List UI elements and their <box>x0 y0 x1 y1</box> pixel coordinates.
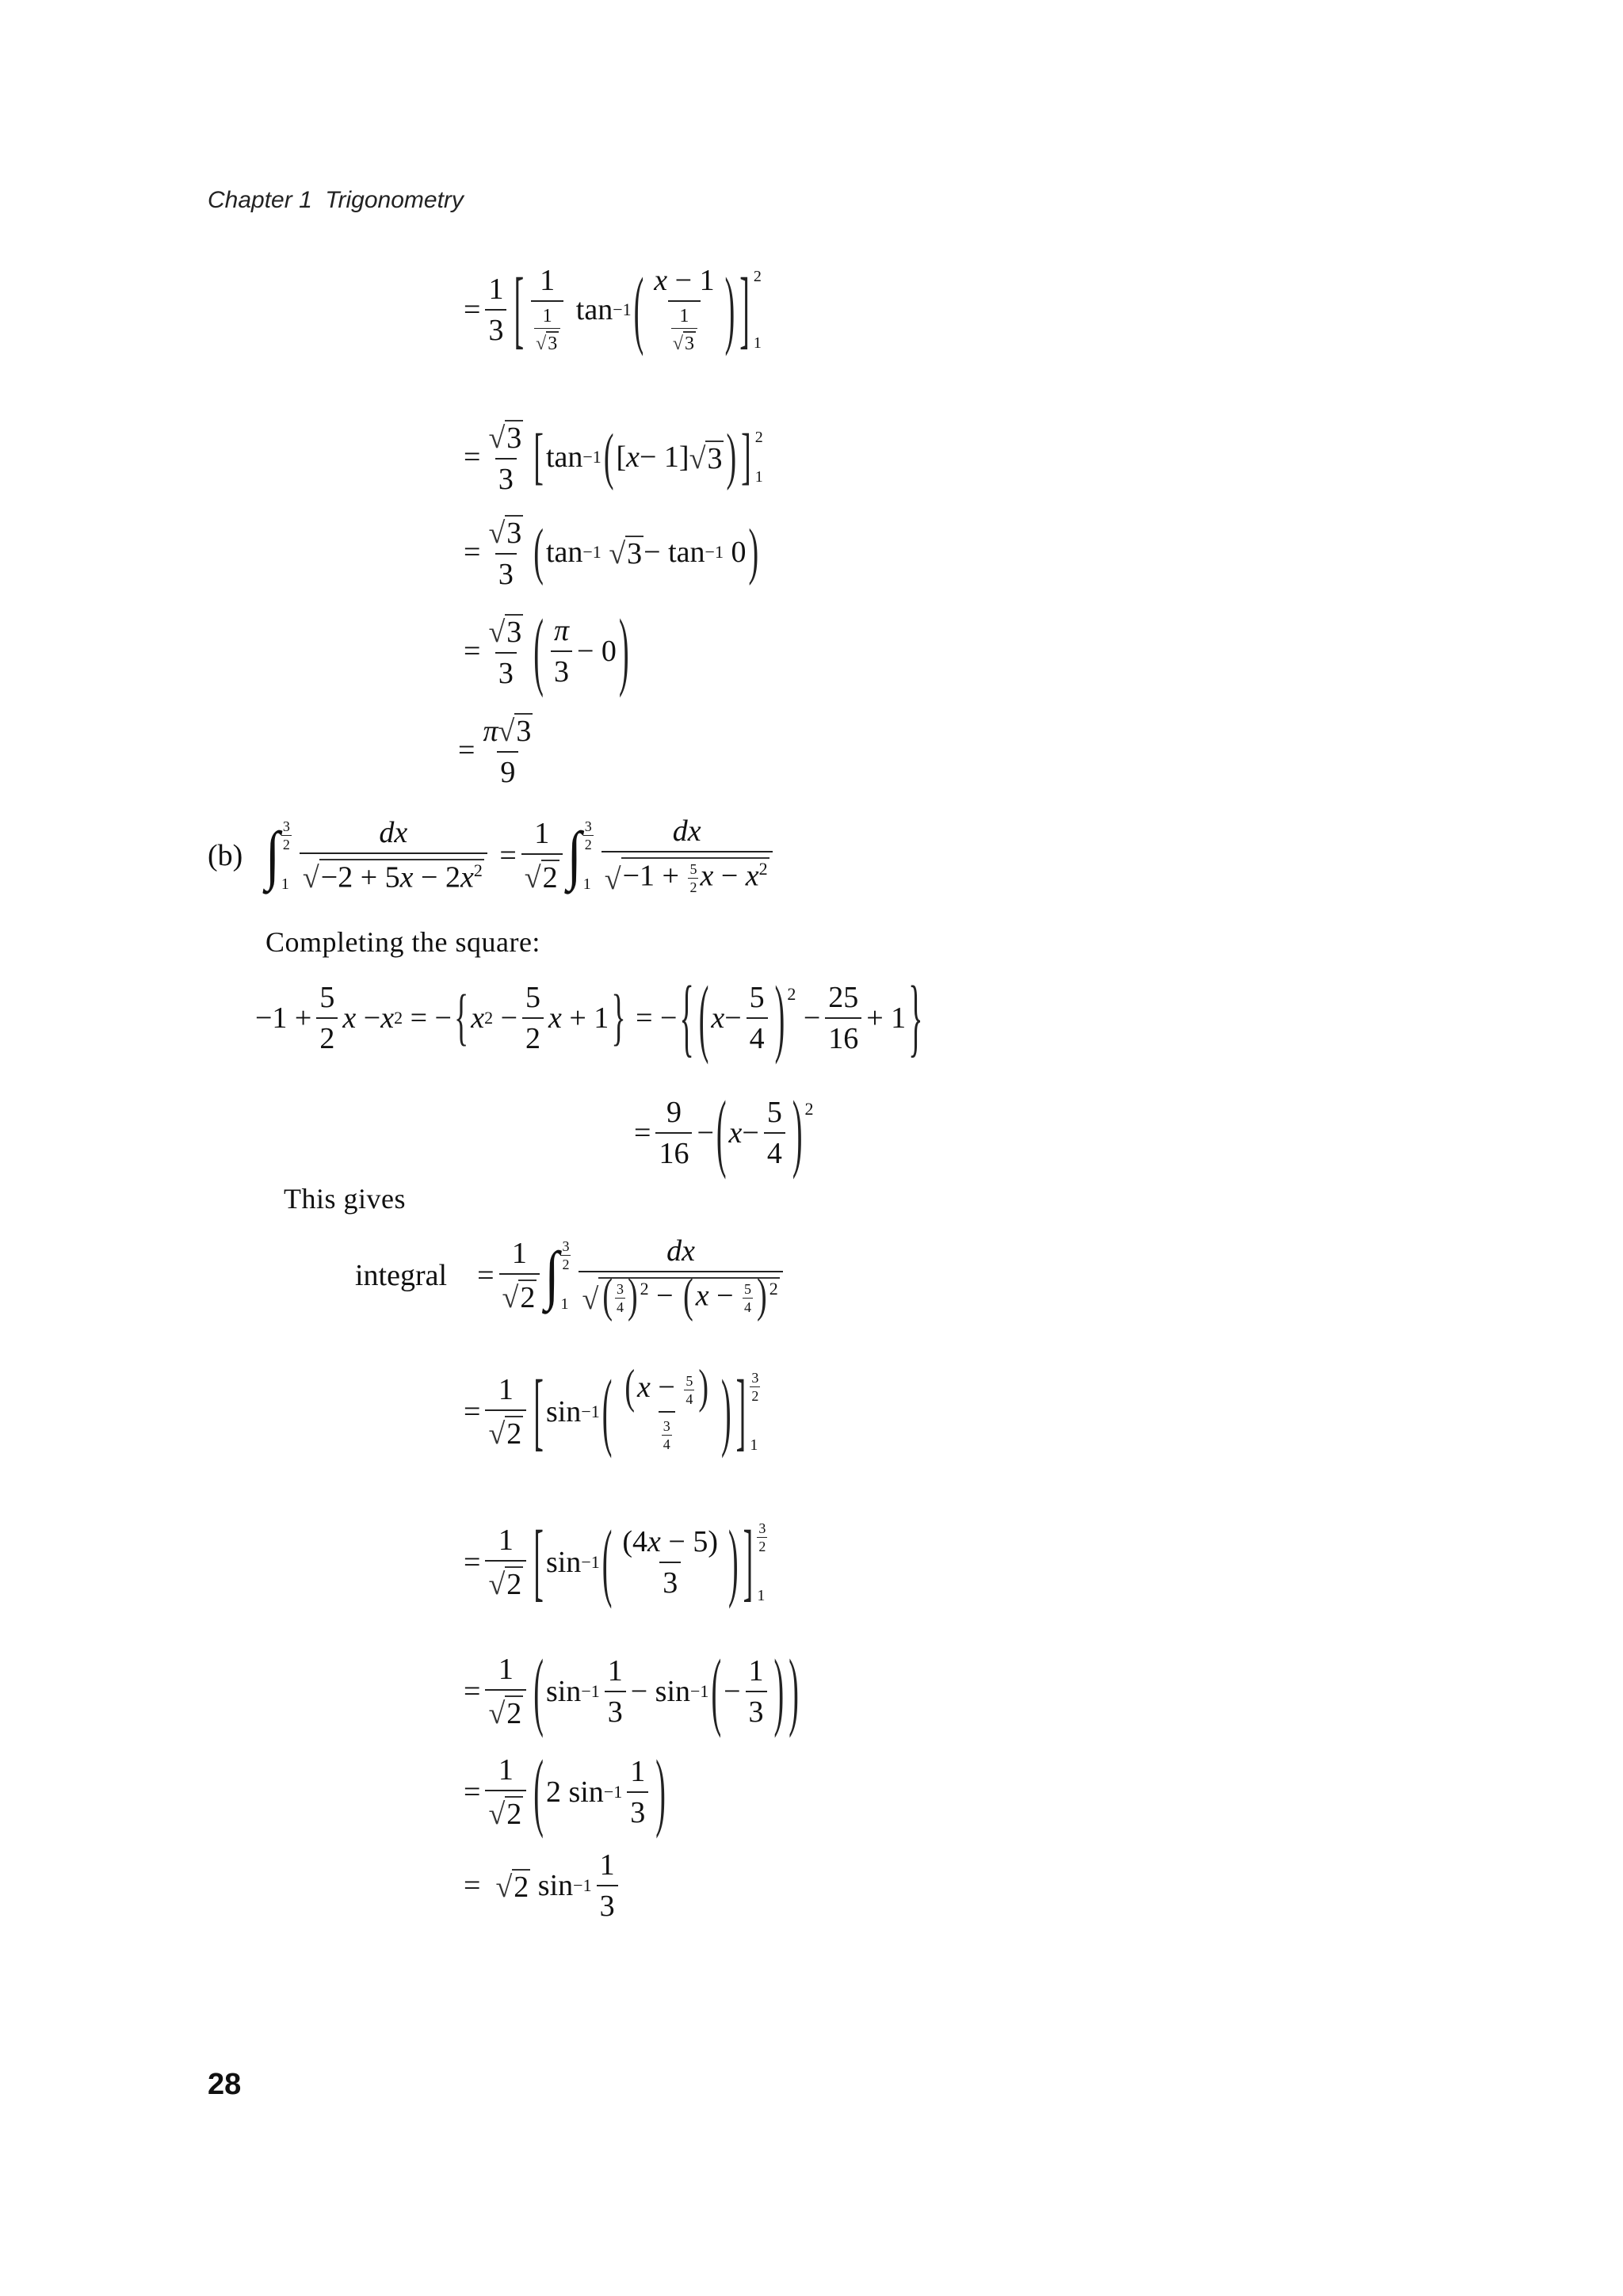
math-step-b5: = 1 √ 2 ( 2 sin −1 1 3 ) <box>464 1744 666 1840</box>
page-number: 28 <box>208 2068 242 2101</box>
math-step-b3: = 1 √ 2 [ sin −1 ( (4x − 5) 3 ) ] 3 2 1 <box>464 1514 766 1611</box>
math-step-b6: = √ 2 sin −1 1 3 <box>464 1850 623 1921</box>
completing-the-square-label: Completing the square: <box>265 926 540 958</box>
completing-square-line-2: = 9 16 − ( x − 5 4 ) 2 <box>634 1085 814 1181</box>
integral-label: integral <box>355 1258 448 1292</box>
math-step-a2: = √ 3 3 [ tan −1 ( [ x − 1] √ 3 ) ] 2 1 <box>464 421 763 496</box>
this-gives-label: This gives <box>284 1183 406 1215</box>
running-header <box>208 187 464 214</box>
math-step-b2: = 1 √ 2 [ sin −1 ( (x − $\frac{5}{4}$ ) $\frac{3}{4}$ ) ] 3 2 1 <box>464 1360 759 1460</box>
completing-square-line-1: −1 + 5 2 x − x 2 = − { x 2 − 5 2 x + 1 } = − { ( x − 5 4 ) 2 − 25 16 + 1 } <box>255 970 923 1066</box>
part-b-label: (b) <box>208 838 243 872</box>
math-step-a4: = √ 3 3 ( π 3 − 0 ) <box>464 603 629 700</box>
math-step-b4: = 1 √ 2 ( sin −1 1 3 − sin −1 ( − 1 3 ) ) <box>464 1643 799 1740</box>
math-step-b1: integral = 1 √ 2 ∫ 3 2 1 dx √ ( $\frac{3}{4}$ ) $^2$ − (x − $\frac{5}{4}$ ) $^2$ <box>355 1236 788 1314</box>
chapter-label: Chapter 1 <box>208 187 312 213</box>
math-step-a3: = √ 3 3 ( tan −1 √ 3 − tan −1 0 ) <box>464 517 759 591</box>
math-step-a1: = 1 3 [ 1 1 √ 3 tan −1 ( x − 1 1 √ 3 ) ] 2 1 <box>464 261 762 358</box>
math-step-a5: = π √ 3 9 <box>458 715 532 789</box>
part-b-integral: (b) ∫ 3 2 1 dx √ $-2 + 5x - 2x^2$ = 1 √ 2 ∫ 3 2 1 dx √ −1 + $\frac{5}{2}$ $x - x^2$ <box>208 816 777 894</box>
chapter-title: Trigonometry <box>325 187 464 213</box>
